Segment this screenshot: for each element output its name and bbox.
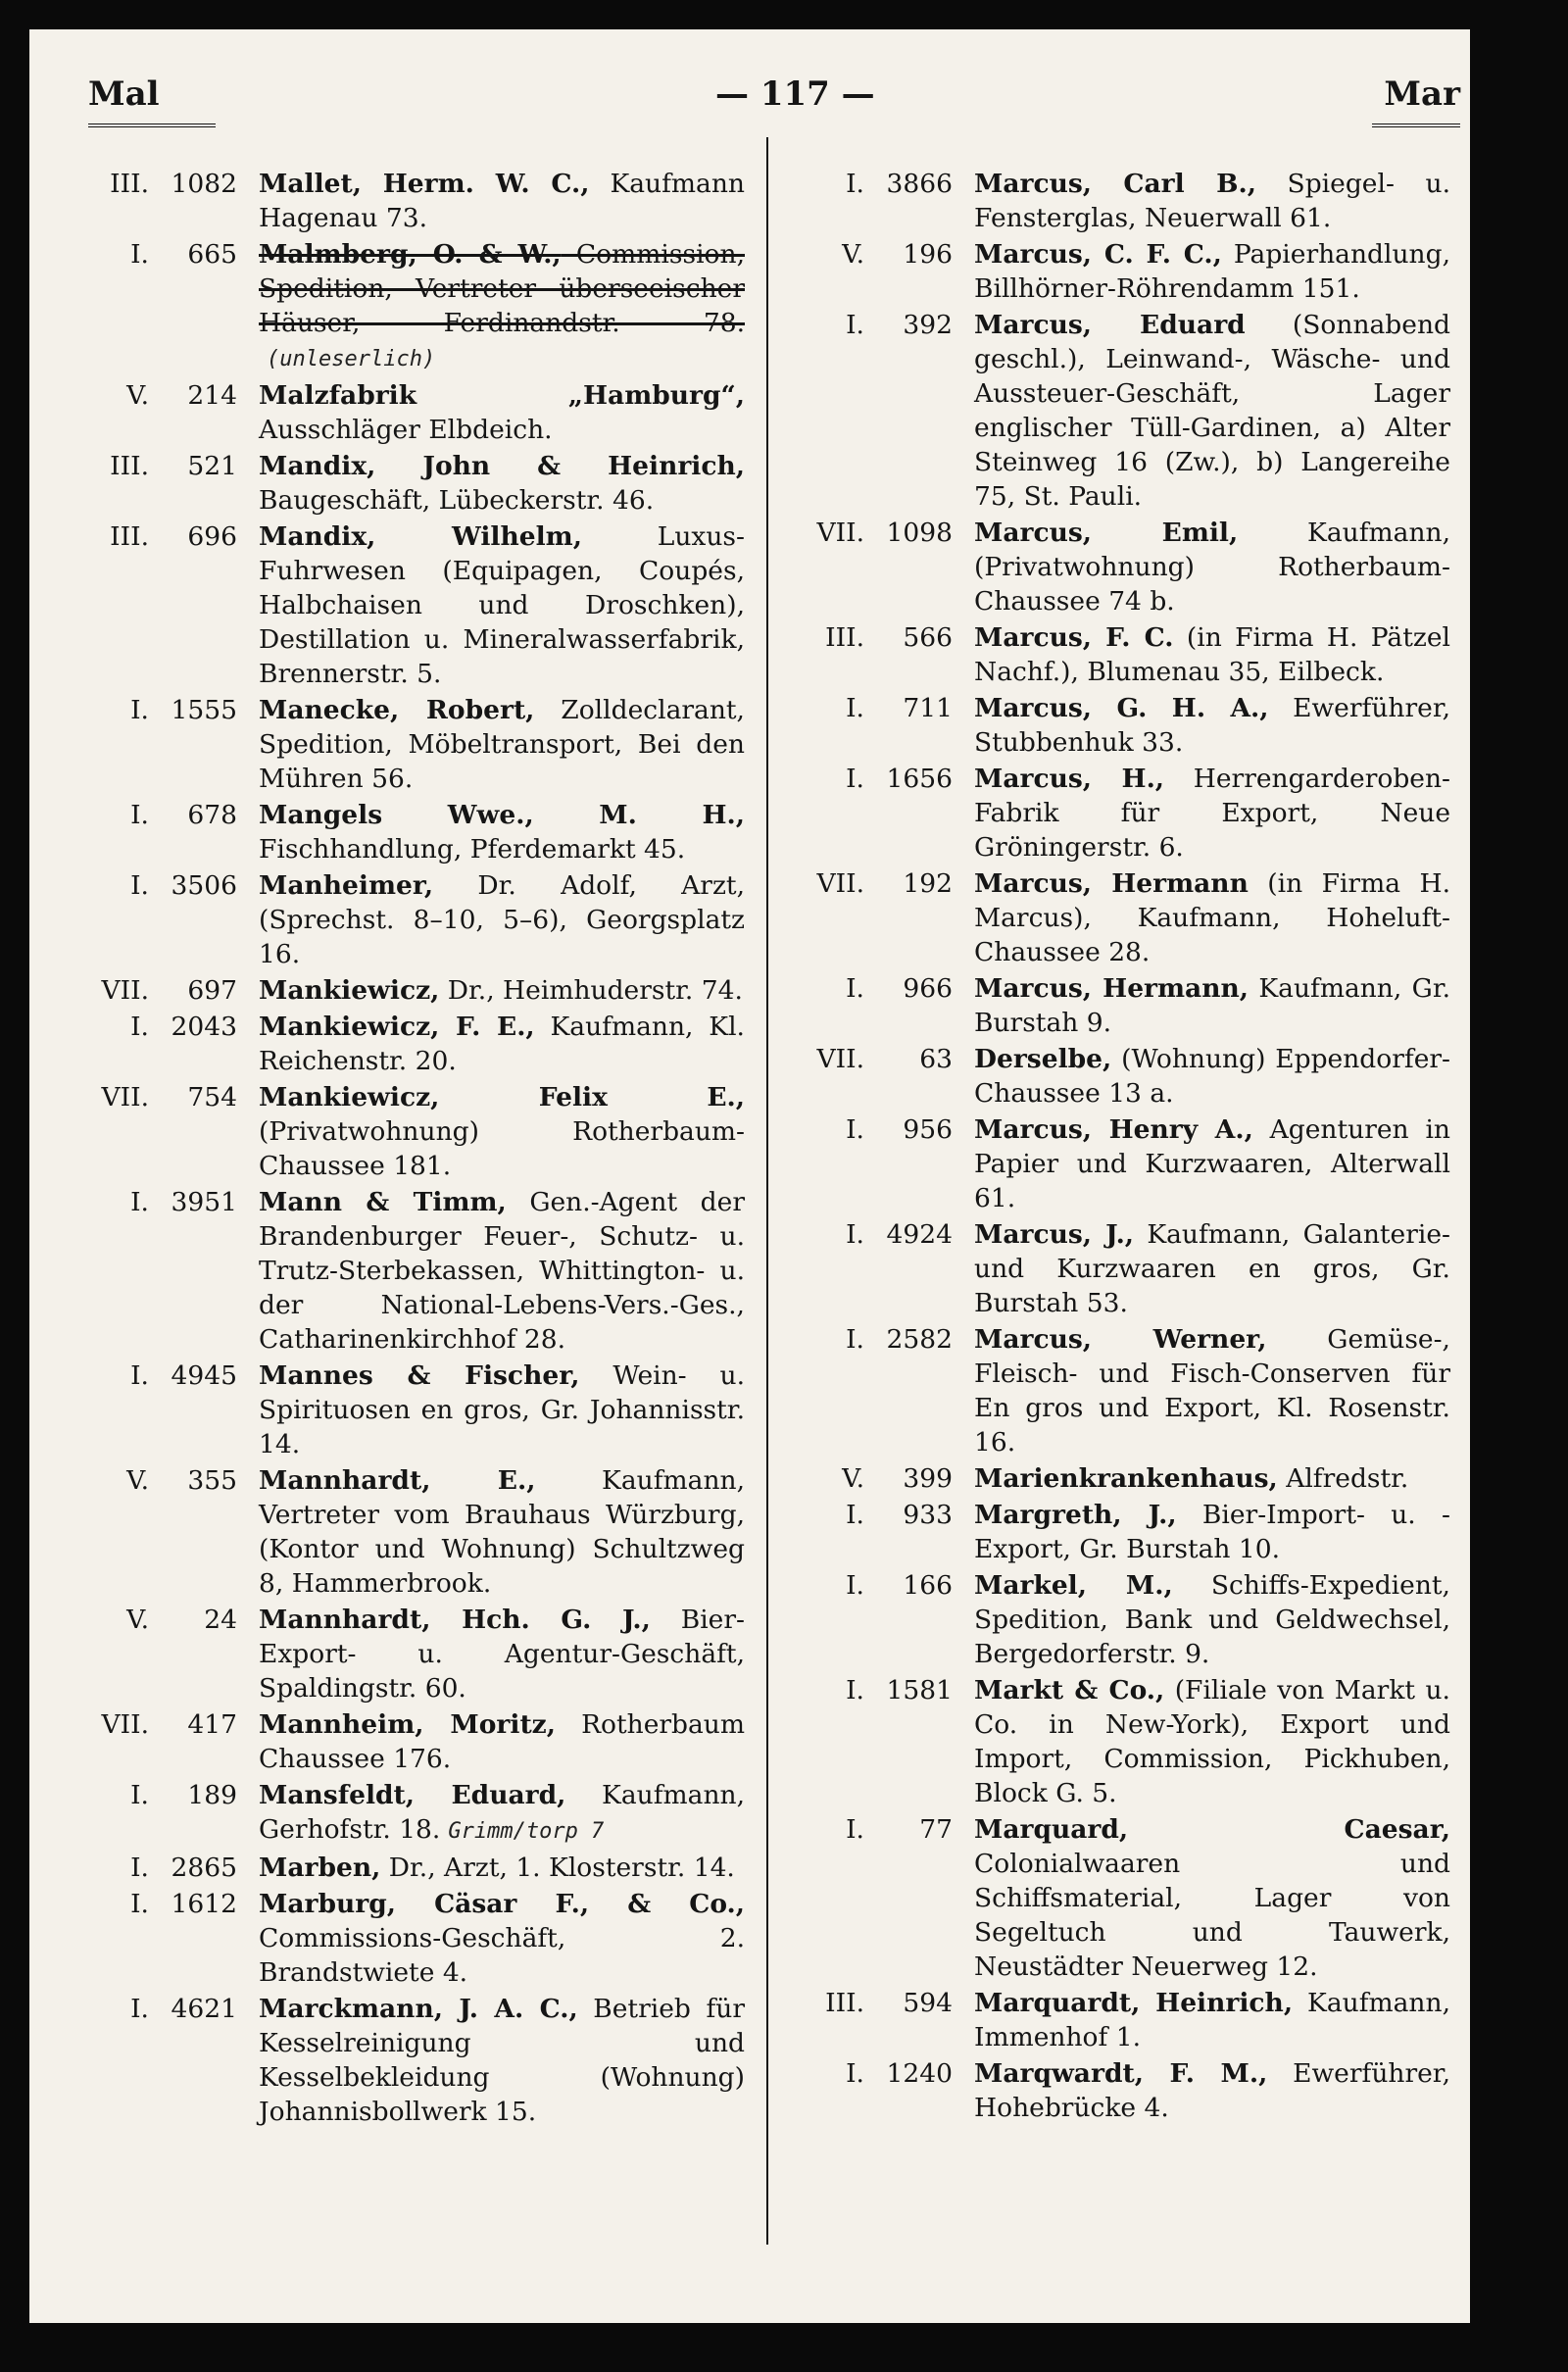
entry-text [259, 1463, 745, 1601]
entry-detail: Alfredstr. [1277, 1463, 1409, 1494]
entry-text [259, 167, 745, 235]
header-left-keyword: Mal [88, 74, 160, 114]
entry-district: I. [846, 1219, 864, 1250]
entry-detail: Commissions-Geschäft, 2. Brandstwiete 4. [259, 1923, 745, 1988]
directory-entry [69, 1010, 745, 1078]
entry-detail: Bier-Import- u. -Export, Gr. Burstah 10. [974, 1500, 1450, 1564]
entry-district: I. [130, 800, 149, 830]
entry-text [974, 1568, 1450, 1671]
entry-number: 521 [187, 451, 237, 481]
entry-district: I. [846, 1675, 864, 1705]
entry-district: VII. [816, 1044, 864, 1074]
entry-name: Mannhardt, E., [259, 1465, 536, 1496]
page-number: — 117 — [715, 74, 875, 114]
directory-entry [69, 167, 745, 235]
directory-page [29, 29, 1470, 2323]
directory-entry [69, 868, 745, 971]
entry-text [974, 1112, 1450, 1215]
entry-name: Marquard, Caesar, [974, 1814, 1450, 1845]
entry-district: VII. [101, 975, 149, 1006]
entry-district: I. [130, 870, 149, 901]
entry-detail: Kaufmann, Gerhofstr. 18. [259, 1780, 745, 1845]
entry-text [259, 519, 745, 691]
directory-entry [69, 798, 745, 866]
directory-entry [784, 620, 1450, 689]
directory-entry [784, 237, 1450, 306]
directory-entry [69, 1707, 745, 1776]
entry-number: 1082 [171, 169, 237, 199]
entry-number: 933 [903, 1500, 953, 1530]
entry-text [259, 1603, 745, 1705]
left-column [69, 167, 745, 2131]
directory-entry [69, 693, 745, 796]
entry-name: Malmberg, O. & W., [259, 239, 562, 270]
entry-text [974, 1812, 1450, 1984]
entry-name: Marben, [259, 1853, 381, 1883]
entry-district: VII. [816, 868, 864, 899]
directory-entry [784, 762, 1450, 865]
entry-detail: Agenturen in Papier und Kurzwaaren, Alterwall 61. [974, 1114, 1450, 1213]
entry-number: 355 [187, 1465, 237, 1496]
directory-entry [784, 866, 1450, 969]
entry-text [974, 237, 1450, 306]
entry-district: I. [130, 1889, 149, 1919]
entry-number: 196 [903, 239, 953, 270]
entry-district: VII. [816, 518, 864, 548]
entry-detail: (in Firma H. Pätzel Nachf.), Blumenau 35, Eilbeck. [974, 622, 1450, 687]
entry-number: 956 [903, 1114, 953, 1145]
handwritten-annotation: (unleserlich) [267, 347, 436, 371]
directory-entry [784, 1812, 1450, 1984]
directory-entry [784, 1461, 1450, 1496]
entry-detail: Papierhandlung, Billhörner-Röhrendamm 151. [974, 239, 1451, 304]
directory-entry [784, 1673, 1450, 1810]
entry-detail: Schiffs-Expedient, Spedition, Bank und Geldwechsel, Bergedorferstr. 9. [974, 1570, 1450, 1669]
entry-text [259, 1778, 745, 1849]
entry-name: Marcus, Werner, [974, 1324, 1267, 1355]
entry-number: 4945 [171, 1360, 237, 1391]
entry-district: V. [126, 1605, 149, 1635]
entry-number: 417 [187, 1709, 237, 1740]
entry-detail: Dr., Heimhuderstr. 74. [439, 975, 743, 1006]
entry-district: III. [110, 169, 149, 199]
entry-number: 2865 [171, 1853, 237, 1883]
entry-detail: Kaufmann, Vertreter vom Brauhaus Würzburg, (Kontor und Wohnung) Schultzweg 8, Hammerbrook. [259, 1465, 745, 1599]
entry-name: Marcus, Hermann [974, 868, 1249, 899]
entry-name: Mandix, Wilhelm, [259, 521, 582, 552]
entry-detail: Gemüse-, Fleisch- und Fisch-Conserven für En gros und Export, Kl. Rosenstr. 16. [974, 1324, 1450, 1458]
directory-entry [69, 1463, 745, 1601]
entry-district: V. [126, 1465, 149, 1496]
entry-district: I. [130, 1012, 149, 1042]
entry-district: III. [110, 451, 149, 481]
entry-number: 754 [187, 1082, 237, 1112]
entry-district: V. [842, 239, 864, 270]
entry-district: I. [130, 1187, 149, 1217]
entry-district: III. [825, 1988, 864, 2018]
entry-number: 697 [187, 975, 237, 1006]
entry-name: Margreth, J., [974, 1500, 1177, 1530]
entry-district: III. [110, 521, 149, 552]
entry-detail: Betrieb für Kesselreinigung und Kesselbekleidung (Wohnung) Johannisbollwerk 15. [259, 1994, 745, 2127]
directory-entry [784, 971, 1450, 1040]
handwritten-annotation: Grimm/torp 7 [448, 1819, 605, 1844]
entry-name: Mankiewicz, [259, 975, 440, 1006]
entry-number: 399 [903, 1463, 953, 1494]
entry-name: Marcus, Emil, [974, 518, 1239, 548]
entry-district: I. [130, 1994, 149, 2024]
entry-text [259, 1080, 745, 1183]
entry-text [259, 1887, 745, 1990]
entry-text [259, 1992, 745, 2129]
entry-detail: Zolldeclarant, Spedition, Möbeltransport, Bei den Mühren 56. [259, 695, 745, 794]
entry-name: Marcus, H., [974, 764, 1165, 794]
entry-detail: Spiegel- u. Fensterglas, Neuerwall 61. [974, 169, 1450, 233]
entry-name: Mannheim, Moritz, [259, 1709, 556, 1740]
entry-text [974, 620, 1450, 689]
entry-district: V. [126, 380, 149, 411]
entry-number: 77 [919, 1814, 953, 1845]
entry-district: I. [846, 1324, 864, 1355]
entry-text [974, 866, 1450, 969]
entry-number: 678 [187, 800, 237, 830]
entry-text [974, 1498, 1450, 1566]
entry-text [974, 2056, 1450, 2125]
entry-name: Mannes & Fischer, [259, 1360, 580, 1391]
entry-detail: (Privatwohnung) Rotherbaum-Chaussee 181. [259, 1116, 745, 1181]
entry-detail: Kaufmann, Gr. Burstah 9. [974, 973, 1450, 1038]
entry-text [974, 762, 1450, 865]
entry-detail: (Wohnung) Eppendorfer-Chaussee 13 a. [974, 1044, 1450, 1109]
entry-district: I. [846, 764, 864, 794]
entry-number: 1555 [171, 695, 237, 725]
entry-name: Mann & Timm, [259, 1187, 507, 1217]
entry-name: Marcus, Carl B., [974, 169, 1256, 199]
entry-text [974, 691, 1450, 760]
entry-number: 192 [903, 868, 953, 899]
entry-name: Mansfeldt, Eduard, [259, 1780, 566, 1810]
entry-name: Marcus, Hermann, [974, 973, 1249, 1004]
entry-text [259, 1185, 745, 1357]
entry-district: VII. [101, 1082, 149, 1112]
directory-entry [784, 1042, 1450, 1111]
entry-district: I. [130, 1780, 149, 1810]
entry-text [974, 167, 1450, 235]
directory-entry [69, 1185, 745, 1357]
directory-entry [784, 1986, 1450, 2054]
entry-number: 1240 [886, 2058, 953, 2089]
header-right-keyword: Mar [1384, 74, 1460, 114]
entry-detail: Kaufmann, Kl. Reichenstr. 20. [259, 1012, 745, 1076]
directory-entry [784, 1322, 1450, 1459]
directory-entry [784, 691, 1450, 760]
entry-name: Marcus, J., [974, 1219, 1135, 1250]
directory-entry [69, 1603, 745, 1705]
entry-number: 1581 [886, 1675, 953, 1705]
header-rule-left [88, 124, 216, 127]
directory-entry [69, 1778, 745, 1849]
entry-district: I. [130, 695, 149, 725]
entry-text [259, 378, 745, 447]
entry-detail: (Filiale von Markt u. Co. in New-York), Export und Import, Commission, Pickhuben, Block G. 5. [974, 1675, 1450, 1808]
entry-number: 4621 [171, 1994, 237, 2024]
entry-number: 3951 [171, 1187, 237, 1217]
entry-number: 1656 [886, 764, 953, 794]
entry-number: 63 [919, 1044, 953, 1074]
entry-detail: Commission, Spedition, Vertreter überseeischer Häuser, Ferdinandstr. 78. [259, 239, 745, 338]
entry-text [259, 1359, 745, 1461]
directory-entry [69, 378, 745, 447]
entry-detail: Gen.-Agent der Brandenburger Feuer-, Schutz- u. Trutz-Sterbekassen, Whittington- u. der National-Lebens-Vers.-Ges., Catharinenkirchhof 28. [259, 1187, 745, 1355]
directory-entry [784, 167, 1450, 235]
entry-district: I. [846, 693, 864, 723]
entry-name: Manheimer, [259, 870, 434, 901]
entry-detail: (Sonnabend geschl.), Leinwand-, Wäsche- und Aussteuer-Geschäft, Lager englischer Tüll-Gardinen, a) Alter Steinweg 16 (Zw.), b) Langereihe 75, St. Pauli. [974, 310, 1450, 512]
directory-entry [69, 449, 745, 518]
entry-district: I. [130, 1853, 149, 1883]
entry-text [974, 1217, 1450, 1320]
entry-district: V. [842, 1463, 864, 1494]
entry-detail: Herrengarderoben-Fabrik für Export, Neue Gröningerstr. 6. [974, 764, 1450, 863]
directory-entry [69, 519, 745, 691]
directory-entry [69, 237, 745, 376]
column-divider [766, 137, 768, 2245]
entry-name: Markel, M., [974, 1570, 1173, 1601]
entry-name: Marquardt, Heinrich, [974, 1988, 1294, 2018]
entry-text [259, 1707, 745, 1776]
directory-entry [69, 1080, 745, 1183]
entry-district: I. [846, 1114, 864, 1145]
entry-number: 189 [187, 1780, 237, 1810]
entry-name: Marienkrankenhaus, [974, 1463, 1278, 1494]
entry-number: 4924 [886, 1219, 953, 1250]
directory-entry [784, 1498, 1450, 1566]
entry-district: I. [846, 2058, 864, 2089]
directory-entry [69, 1992, 745, 2129]
entry-text [259, 1010, 745, 1078]
entry-text [259, 237, 745, 376]
entry-number: 214 [187, 380, 237, 411]
entry-number: 966 [903, 973, 953, 1004]
entry-district: I. [130, 1360, 149, 1391]
entry-district: I. [846, 1500, 864, 1530]
entry-name: Marcus, Eduard [974, 310, 1246, 340]
entry-number: 665 [187, 239, 237, 270]
entry-number: 566 [903, 622, 953, 653]
entry-name: Mallet, Herm. W. C., [259, 169, 590, 199]
entry-text [974, 1673, 1450, 1810]
entry-name: Marcus, C. F. C., [974, 239, 1222, 270]
entry-detail: Kaufmann, Galanterie- und Kurzwaaren en gros, Gr. Burstah 53. [974, 1219, 1451, 1318]
entry-name: Marqwardt, F. M., [974, 2058, 1268, 2089]
entry-district: I. [846, 1570, 864, 1601]
entry-text [259, 973, 745, 1008]
entry-district: I. [846, 310, 864, 340]
entry-detail: Rotherbaum Chaussee 176. [259, 1709, 746, 1774]
directory-entry [69, 973, 745, 1008]
entry-number: 2043 [171, 1012, 237, 1042]
directory-entry [784, 516, 1450, 618]
entry-detail: Kaufmann, Immenhof 1. [974, 1988, 1450, 2052]
entry-name: Mandix, John & Heinrich, [259, 451, 745, 481]
entry-district: VII. [101, 1709, 149, 1740]
entry-detail: Luxus-Fuhrwesen (Equipagen, Coupés, Halbchaisen und Droschken), Destillation u. Mineralwasserfabrik, Brennerstr. 5. [259, 521, 745, 689]
entry-number: 594 [903, 1988, 953, 2018]
entry-district: I. [846, 1814, 864, 1845]
directory-entry [69, 1359, 745, 1461]
entry-name: Mannhardt, Hch. G. J., [259, 1605, 651, 1635]
directory-entry [784, 1568, 1450, 1671]
entry-number: 696 [187, 521, 237, 552]
entry-number: 2582 [886, 1324, 953, 1355]
directory-entry [784, 308, 1450, 514]
entry-district: I. [846, 169, 864, 199]
entry-name: Marcus, G. H. A., [974, 693, 1269, 723]
entry-text [259, 1851, 745, 1885]
entry-name: Marburg, Cäsar F., & Co., [259, 1889, 745, 1919]
entry-detail: Wein- u. Spirituosen en gros, Gr. Johannisstr. 14. [259, 1360, 745, 1459]
entry-text [974, 1042, 1450, 1111]
page-header [88, 67, 1460, 135]
entry-name: Mankiewicz, F. E., [259, 1012, 535, 1042]
entry-name: Markt & Co., [974, 1675, 1165, 1705]
header-rule-right [1372, 124, 1460, 127]
directory-entry [784, 2056, 1450, 2125]
entry-detail: Kaufmann, (Privatwohnung) Rotherbaum-Chaussee 74 b. [974, 518, 1450, 617]
entry-name: Mangels Wwe., M. H., [259, 800, 745, 830]
entry-detail: Dr., Arzt, 1. Klosterstr. 14. [380, 1853, 735, 1883]
entry-number: 3506 [171, 870, 237, 901]
entry-number: 1612 [171, 1889, 237, 1919]
entry-text [259, 693, 745, 796]
entry-detail: Ewerführer, Stubbenhuk 33. [974, 693, 1450, 758]
entry-text [974, 308, 1450, 514]
entry-name: Derselbe, [974, 1044, 1112, 1074]
entry-number: 1098 [886, 518, 953, 548]
entry-text [259, 449, 745, 518]
entry-text [259, 798, 745, 866]
entry-number: 166 [903, 1570, 953, 1601]
entry-number: 392 [903, 310, 953, 340]
entry-name: Mankiewicz, Felix E., [259, 1082, 745, 1112]
entry-district: I. [846, 973, 864, 1004]
entry-text [974, 971, 1450, 1040]
entry-detail: Colonialwaaren und Schiffsmaterial, Lager von Segeltuch und Tauwerk, Neustädter Neuerweg 12. [974, 1849, 1450, 1982]
entry-text [974, 1986, 1450, 2054]
entry-detail: Bier-Export- u. Agentur-Geschäft, Spaldingstr. 60. [259, 1605, 745, 1704]
directory-entry [69, 1851, 745, 1885]
entry-text [259, 868, 745, 971]
entry-name: Marcus, Henry A., [974, 1114, 1253, 1145]
entry-detail: Baugeschäft, Lübeckerstr. 46. [259, 485, 655, 516]
entry-text [974, 1322, 1450, 1459]
directory-entry [784, 1217, 1450, 1320]
entry-number: 3866 [886, 169, 953, 199]
entry-detail: (in Firma H. Marcus), Kaufmann, Hoheluft-Chaussee 28. [974, 868, 1450, 967]
entry-number: 24 [204, 1605, 237, 1635]
entry-number: 711 [903, 693, 953, 723]
directory-entry [784, 1112, 1450, 1215]
entry-text [974, 1461, 1450, 1496]
entry-detail: Ausschläger Elbdeich. [259, 415, 553, 445]
directory-entry [69, 1887, 745, 1990]
entry-district: III. [825, 622, 864, 653]
entry-detail: Fischhandlung, Pferdemarkt 45. [259, 834, 686, 865]
entry-name: Marcus, F. C. [974, 622, 1174, 653]
entry-detail: Kaufmann Hagenau 73. [259, 169, 745, 233]
entry-district: I. [130, 239, 149, 270]
entry-name: Manecke, Robert, [259, 695, 535, 725]
right-column [784, 167, 1450, 2127]
entry-name: Malzfabrik „Hamburg“, [259, 380, 745, 411]
entry-name: Marckmann, J. A. C., [259, 1994, 578, 2024]
entry-text [974, 516, 1450, 618]
entry-detail: Ewerführer, Hohebrücke 4. [974, 2058, 1450, 2123]
entry-detail: Dr. Adolf, Arzt, (Sprechst. 8–10, 5–6), Georgsplatz 16. [259, 870, 745, 969]
